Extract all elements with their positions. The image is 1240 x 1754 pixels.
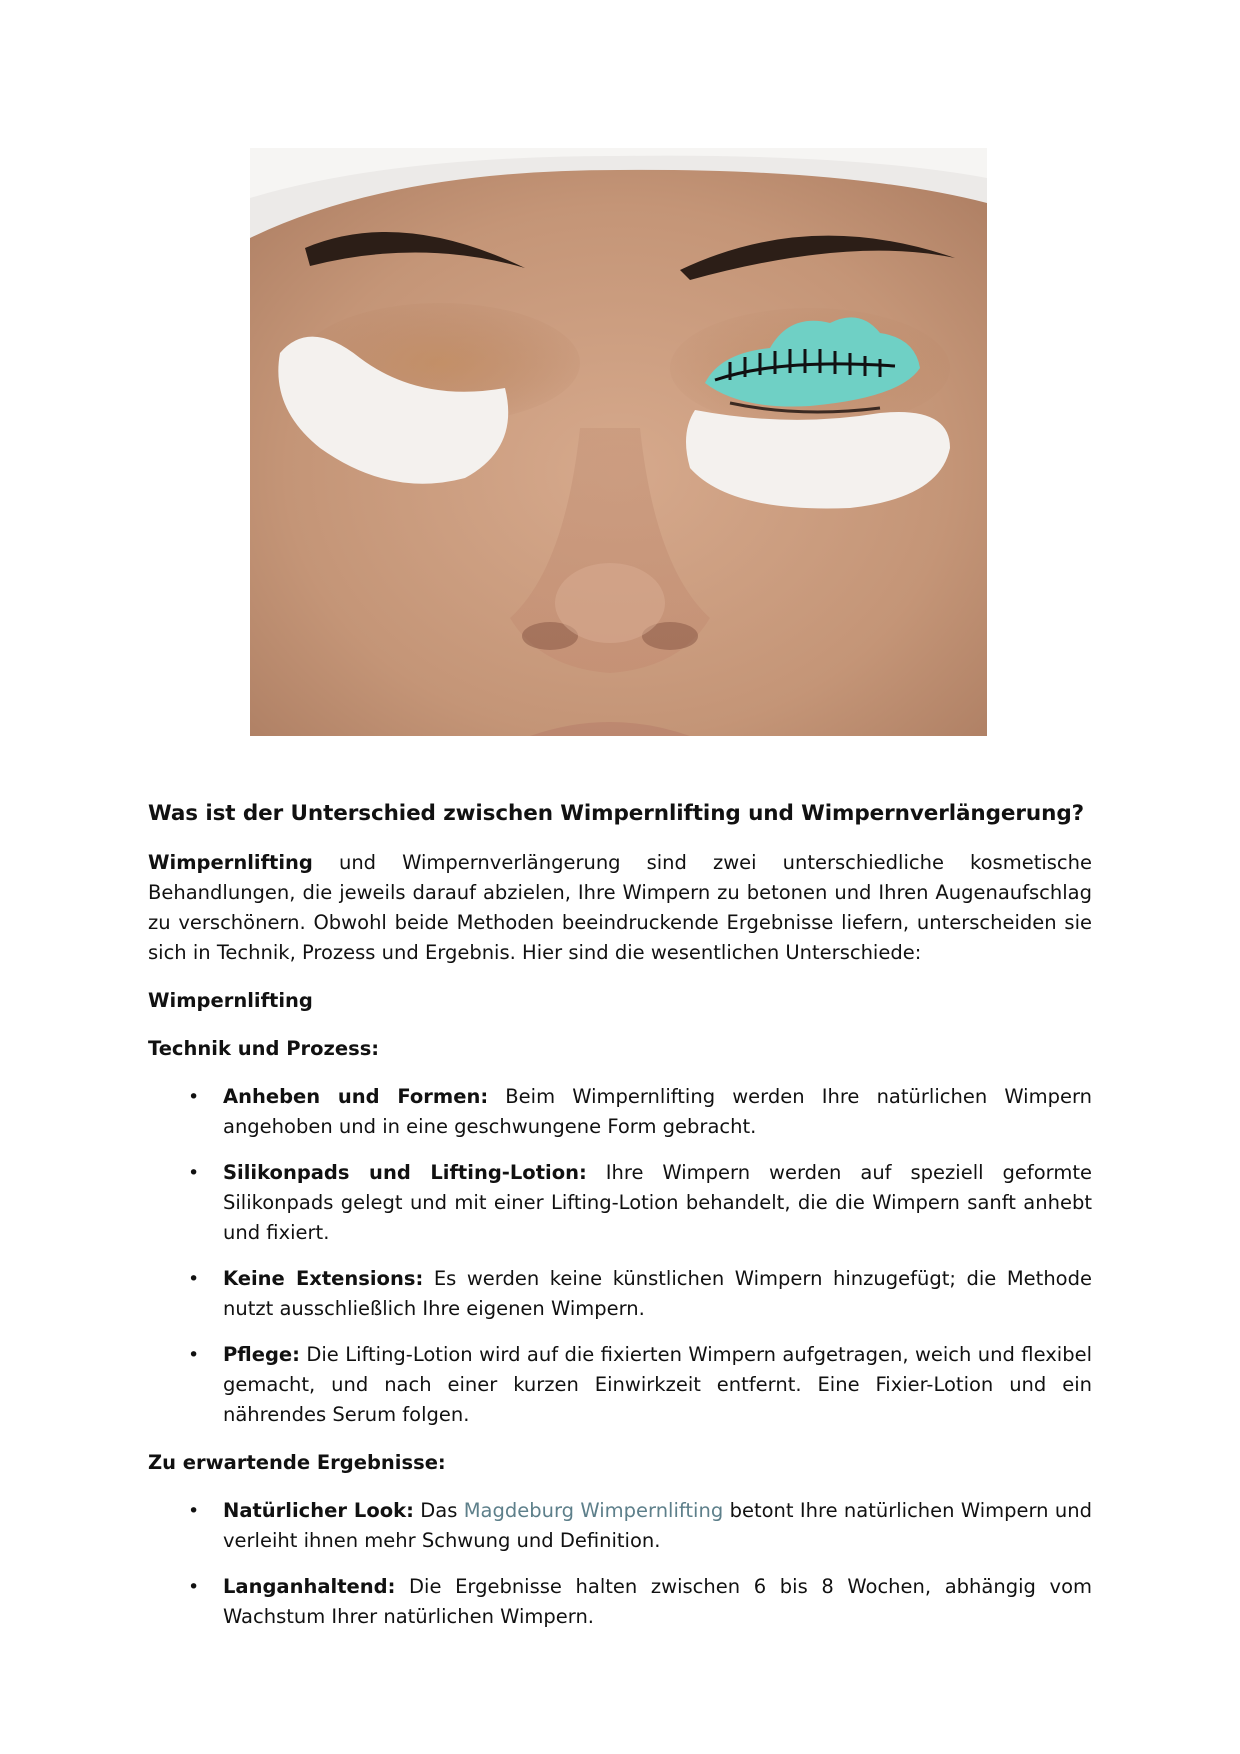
list-item xyxy=(148,1082,1092,1142)
list-item xyxy=(148,1496,1092,1556)
intro-paragraph xyxy=(148,848,1092,968)
list-item xyxy=(148,1158,1092,1248)
article-heading: Was ist der Unterschied zwischen Wimpernlifting und Wimpernverlängerung? xyxy=(148,801,1084,826)
technik-list xyxy=(148,1082,1092,1430)
list-item-label: Natürlicher Look: xyxy=(223,1498,414,1522)
article-body xyxy=(148,800,1092,1650)
list-item-text: Beim Wimpernlifting werden Ihre natürlichen Wimpern angehoben und in eine geschwungene Form gebracht. xyxy=(223,1084,1093,1138)
list-item-label: Keine Extensions: xyxy=(223,1266,424,1290)
ergebnisse-list xyxy=(148,1496,1092,1632)
list-item xyxy=(148,1572,1092,1632)
list-item-text: Das xyxy=(413,1498,464,1522)
technik-title: Technik und Prozess: xyxy=(148,1036,380,1060)
list-item-text: Ihre Wimpern werden auf speziell geformte Silikonpads gelegt und mit einer Lifting-Lotion behandelt, die die Wimpern sanft anhebt und fixiert. xyxy=(223,1160,1092,1244)
ergebnisse-title: Zu erwartende Ergebnisse: xyxy=(148,1450,446,1474)
list-item-label: Pflege: xyxy=(223,1342,300,1366)
list-item-text: Die Lifting-Lotion wird auf die fixierten Wimpern aufgetragen, weich und flexibel gemacht, und nach einer kurzen Einwirkzeit entfernt. Eine Fixier-Lotion und ein nährendes Serum folgen. xyxy=(223,1342,1092,1426)
magdeburg-wimpernlifting-link[interactable]: Magdeburg Wimpernlifting xyxy=(463,1498,724,1522)
list-item-text: Die Ergebnisse halten zwischen 6 bis 8 Wochen, abhängig vom Wachstum Ihrer natürlichen Wimpern. xyxy=(223,1574,1092,1628)
list-item-label: Anheben und Formen: xyxy=(223,1084,489,1108)
hero-photo xyxy=(250,148,987,736)
intro-lead: Wimpernlifting xyxy=(148,850,313,874)
list-item xyxy=(148,1340,1092,1430)
intro-text: und Wimpernverlängerung sind zwei unterschiedliche kosmetische Behandlungen, die jeweils darauf abzielen, Ihre Wimpern zu betonen und Ihren Augenaufschlag zu verschönern. Obwohl beide Methoden beeindruckende Ergebnisse liefern, unterscheiden sie sich in Technik, Prozess und Ergebnis. Hier sind die wesentlichen Unterschiede: xyxy=(148,850,1092,964)
list-item xyxy=(148,1264,1092,1324)
face-illustration xyxy=(250,148,987,736)
list-item-text: betont Ihre natürlichen Wimpern und verleiht ihnen mehr Schwung und Definition. xyxy=(223,1498,1092,1552)
list-item-label: Langanhaltend: xyxy=(223,1574,396,1598)
section-title: Wimpernlifting xyxy=(148,988,313,1012)
list-item-label: Silikonpads und Lifting-Lotion: xyxy=(223,1160,587,1184)
list-item-text: Es werden keine künstlichen Wimpern hinzugefügt; die Methode nutzt ausschließlich Ihre eigenen Wimpern. xyxy=(223,1266,1092,1320)
